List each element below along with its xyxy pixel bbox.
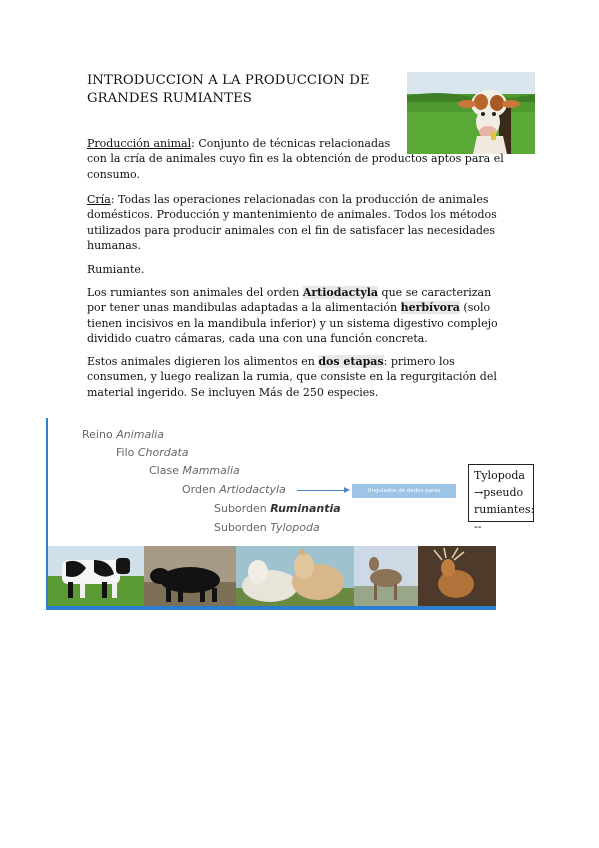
tylopoda-note xyxy=(468,464,535,533)
taxonomy-suborden-tylopoda xyxy=(214,521,320,534)
p4-a: Los rumiantes son animales del orden xyxy=(87,286,303,299)
tylopoda-note-line2 xyxy=(474,484,528,501)
tylopoda-note-line4: -- xyxy=(474,520,482,533)
paragraph-rumiante: Rumiante. xyxy=(87,263,145,276)
slide-bottom-rule xyxy=(46,606,496,610)
highlight-dos-etapas: dos etapas xyxy=(318,355,384,368)
arrow-line xyxy=(297,490,345,491)
paragraph-produccion-animal xyxy=(87,136,507,182)
suborden2-label: Suborden xyxy=(214,521,267,534)
highlight-herbivora: herbívora xyxy=(400,301,460,315)
taxonomy-reino xyxy=(82,428,164,441)
stag-photo xyxy=(418,546,496,606)
clase-value: Mammalia xyxy=(182,464,240,477)
taxonomy-slide xyxy=(46,418,496,610)
sheep-and-goat-photo xyxy=(236,546,354,606)
orden-value: Artiodactyla xyxy=(219,483,286,496)
p1-line2: con la cría de animales cuyo fin es la obtención de productos aptos para el consumo. xyxy=(87,152,504,181)
ruminants-photo-strip xyxy=(48,546,496,606)
tylopoda-note-line1: Tylopoda xyxy=(474,469,525,482)
arrow-icon: → xyxy=(474,486,484,499)
suborden1-value: Ruminantia xyxy=(270,502,341,515)
p2-text: : Todas las operaciones relacionadas con la producción de animales domésticos. Producción y mantenimiento de animales. Todos los métodos utilizados para producir animales con el fin de satisfacer las necesidades humanas. xyxy=(87,193,497,253)
p4-c: que se caracterizan por tener unas mandibulas adaptadas a la alimentación xyxy=(87,286,492,315)
taxonomy-filo xyxy=(116,446,189,459)
deer-photo xyxy=(354,546,418,606)
black-bull-photo xyxy=(144,546,236,606)
reino-value: Animalia xyxy=(116,428,165,441)
tylopoda-note-line3: rumiantes: xyxy=(474,503,535,516)
tylopoda-note-line2-text: pseudo xyxy=(483,486,524,499)
highlight-artiodactyla: Artiodactyla xyxy=(302,286,379,299)
paragraph-rumiantes-orden xyxy=(87,285,507,347)
suborden2-value: Tylopoda xyxy=(270,521,320,534)
paragraph-digestion xyxy=(87,354,507,400)
orden-label: Orden xyxy=(182,483,216,496)
arrow-right-icon xyxy=(344,487,350,493)
p4-e: (solo tienen incisivos en la mandibula inferior) y un sistema digestivo complejo dividido cuatro cámaras, cada una con una función concreta. xyxy=(87,301,498,346)
reino-label: Reino xyxy=(82,428,113,441)
p5-c: : primero los consumen, y luego realizan la rumia, que consiste en la regurgitación del material ingerido. Se incluyen Más de 250 especies. xyxy=(87,355,497,399)
paragraph-cria xyxy=(87,192,507,254)
p5-a: Estos animales digieren los alimentos en xyxy=(87,355,319,368)
filo-value: Chordata xyxy=(137,446,189,459)
filo-label: Filo xyxy=(116,446,135,459)
ungulados-box: Ungulados de dedos pares xyxy=(352,484,456,498)
page-title xyxy=(87,72,387,108)
title-line-2: GRANDES RUMIANTES xyxy=(87,91,252,106)
taxonomy-suborden-ruminantia xyxy=(214,502,341,515)
suborden1-label: Suborden xyxy=(214,502,267,515)
taxonomy-clase xyxy=(149,464,240,477)
title-line-1: INTRODUCCION A LA PRODUCCION DE xyxy=(87,73,370,88)
term-cria: Cría xyxy=(87,193,111,206)
clase-label: Clase xyxy=(149,464,179,477)
term-produccion-animal: Producción animal xyxy=(87,137,192,150)
taxonomy-orden xyxy=(182,483,286,496)
p1-line1: : Conjunto de técnicas relacionadas xyxy=(191,137,391,150)
holstein-cow-photo xyxy=(48,546,144,606)
